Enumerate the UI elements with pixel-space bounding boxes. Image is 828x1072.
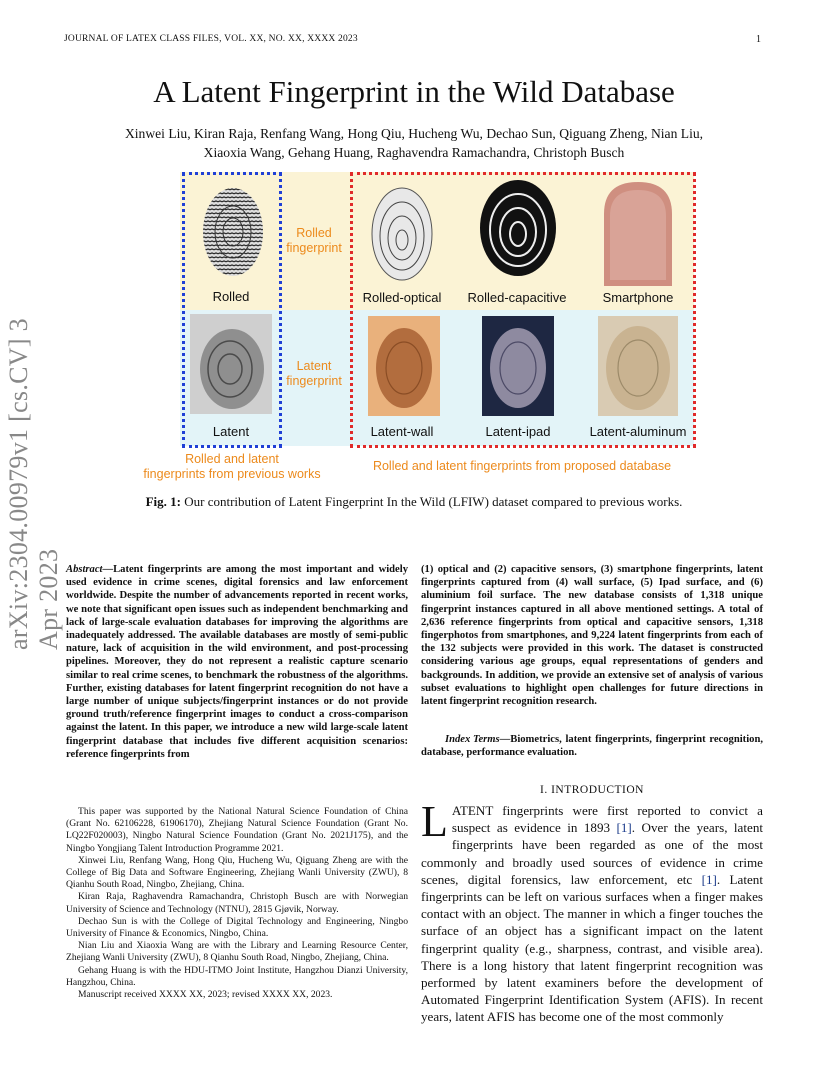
index-terms-label: Index Terms xyxy=(445,734,500,745)
footnote-funding: This paper was supported by the National Natural Science Foundation of China (Grant No. 62106228, 61906170), Zhejiang Natural Science Foundation (Grant No. LQ22F020003), Ningbo Natural Science Foundation (Grant No. 2021J175), and the Ningbo Yongjiang Talent Introduction Programme 2021. xyxy=(66,806,408,854)
index-terms-text: —Biometrics, latent fingerprints, fingerprint recognition, database, performance evaluation. xyxy=(421,734,763,759)
citation-link[interactable]: [1] xyxy=(701,871,717,887)
footnote-manuscript: Manuscript received XXXX XX, 2023; revised XXXX XX, 2023. xyxy=(78,989,333,1001)
label-smartphone: Smartphone xyxy=(602,290,674,305)
label-rolled-optical: Rolled-optical xyxy=(362,290,442,305)
arxiv-stamp: arXiv:2304.00979v1 [cs.CV] 3 Apr 2023 xyxy=(4,318,63,650)
running-header: JOURNAL OF LATEX CLASS FILES, VOL. XX, NO. XX, XXXX 2023 xyxy=(64,34,358,44)
drop-cap: L xyxy=(421,797,448,846)
footnotes xyxy=(66,806,408,1001)
rolled-fp-line-2: fingerprint xyxy=(286,241,342,255)
citation-link[interactable]: [1] xyxy=(616,820,632,836)
label-latent-aluminum: Latent-aluminum xyxy=(589,424,687,439)
footnote-affiliation: Nian Liu and Xiaoxia Wang are with the Library and Learning Resource Center, Zhejiang Wanli University (ZWU), 8 Qianhu South Road, Ningbo, Zhejiang, China. xyxy=(66,940,408,964)
latent-fp-line-2: fingerprint xyxy=(286,374,342,388)
figure-caption xyxy=(60,494,768,510)
introduction-paragraph xyxy=(421,797,764,1026)
intro-text-b: . Over the years, latent fingerprints have been regarded as one of the most commonly and broadly used sources of evidence in crime scenes, digital forensics, law enforcement, etc xyxy=(421,820,764,887)
caption-label: Fig. 1: xyxy=(145,494,181,509)
section-title: I. INTRODUCTION xyxy=(540,784,644,796)
abstract-text: —Latent fingerprints are among the most important and widely used evidence in crime scenes, digital forensics and law enforcement worldwide. Despite the number of advancements reported in recent works, we note that significant open issues such as independent benchmarking and lack of large-scale evaluation databases for improving the algorithms are inadequately addressed. The available databases are mostly of semi-public nature, lack of acquisition in the wild environment, and post-processing pipelines. Moreover, they do not represent a realistic capture scenario similar to real crime scenes, to benchmark the robustness of the algorithms. Further, existing databases for latent fingerprint recognition do not have a large number of unique subjects/fingerprint instances or do not provide ground truth/reference fingerprint images to conduct a cross-comparison against the latent. In this paper, we introduce a new wild large-scale latent fingerprint database that includes five different acquisition scenarios: reference fingerprints from xyxy=(66,564,408,760)
intro-text-c: . Latent fingerprints can be left on various surfaces when a finger makes contact with an object. The manner in which a finger touches the surface of an object has a significant impact on the latent fingerprint quality (e.g., sharpness, contrast, and visible area). There is a long history that latent fingerprint recognition was performed by latent examiners before the development of Automated Fingerprint Identification System (AFIS). In recent years, latent AFIS has become one of the most commonly xyxy=(421,871,763,1025)
author-list xyxy=(40,124,788,162)
prev-line-1: Rolled and latent xyxy=(185,452,279,466)
prev-line-2: fingerprints from previous works xyxy=(143,467,321,481)
latent-fingerprint-annotation xyxy=(278,359,350,389)
proposed-database-annotation: Rolled and latent fingerprints from proposed database xyxy=(372,459,672,473)
footnote-affiliation: Kiran Raja, Raghavendra Ramachandra, Christoph Busch are with Norwegian University of Science and Technology (NTNU), 2815 Gjøvik, Norway. xyxy=(66,891,408,915)
proposed-database-box xyxy=(350,172,696,448)
abstract xyxy=(66,563,408,761)
page-number: 1 xyxy=(756,34,761,45)
previous-works-box xyxy=(182,172,282,448)
index-terms xyxy=(421,733,763,759)
rolled-fp-line-1: Rolled xyxy=(296,226,332,240)
authors-line-1: Xinwei Liu, Kiran Raja, Renfang Wang, Hong Qiu, Hucheng Wu, Dechao Sun, Qiguang Zheng, Nian Liu, xyxy=(124,126,704,141)
intro-text-a: ATENT fingerprints were first reported to convict a suspect as evidence in 1893 xyxy=(451,803,763,836)
footnote-affiliation: Gehang Huang is with the HDU-ITMO Joint Institute, Hangzhou Dianzi University, Hangzhou, China. xyxy=(66,964,408,988)
latent-fp-line-1: Latent xyxy=(296,359,332,373)
label-latent-wall: Latent-wall xyxy=(370,424,434,439)
previous-works-annotation xyxy=(132,452,332,482)
caption-text: Our contribution of Latent Fingerprint In the Wild (LFIW) dataset compared to previous works. xyxy=(180,494,683,509)
label-rolled-capacitive: Rolled-capacitive xyxy=(467,290,567,305)
label-rolled: Rolled xyxy=(212,289,250,304)
label-latent-ipad: Latent-ipad xyxy=(485,424,551,439)
rolled-fingerprint-annotation xyxy=(278,226,350,256)
label-latent: Latent xyxy=(212,424,250,439)
paper-title: A Latent Fingerprint in the Wild Database xyxy=(153,74,675,109)
abstract-label: Abstract xyxy=(66,564,103,575)
abstract-continuation: (1) optical and (2) capacitive sensors, (3) smartphone fingerprints, latent fingerprints captured from (4) wall surface, (5) Ipad surface, and (6) aluminium foil surface. The new database consists of 1,318 unique fingerprint instances captured in all above mentioned settings. A total of 2,636 reference fingerprints from optical and capacitive sensors, 1,318 fingerphotos from smartphones, and 9,224 latent fingerprints from each of the 132 subjects were provided in this work. The dataset is constructed considering various age groups, equal representations of genders and backgrounds. In addition, we provide an extensive set of analysis of various subset evaluations to highlight open challenges for future directions in latent fingerprint recognition research. xyxy=(421,564,763,708)
footnote-affiliation: Xinwei Liu, Renfang Wang, Hong Qiu, Hucheng Wu, Qiguang Zheng are with the College of Big Data and Software Engineering, Zhejiang Wanli University (ZWU), 8 Qianhu South Road, Ningbo, Zhejiang, China. xyxy=(66,854,408,891)
footnote-affiliation: Dechao Sun is with the College of Digital Technology and Engineering, Ningbo University of Finance & Economics, Ningbo, China. xyxy=(66,915,408,940)
authors-line-2: Xiaoxia Wang, Gehang Huang, Raghavendra Ramachandra, Christoph Busch xyxy=(203,145,625,160)
